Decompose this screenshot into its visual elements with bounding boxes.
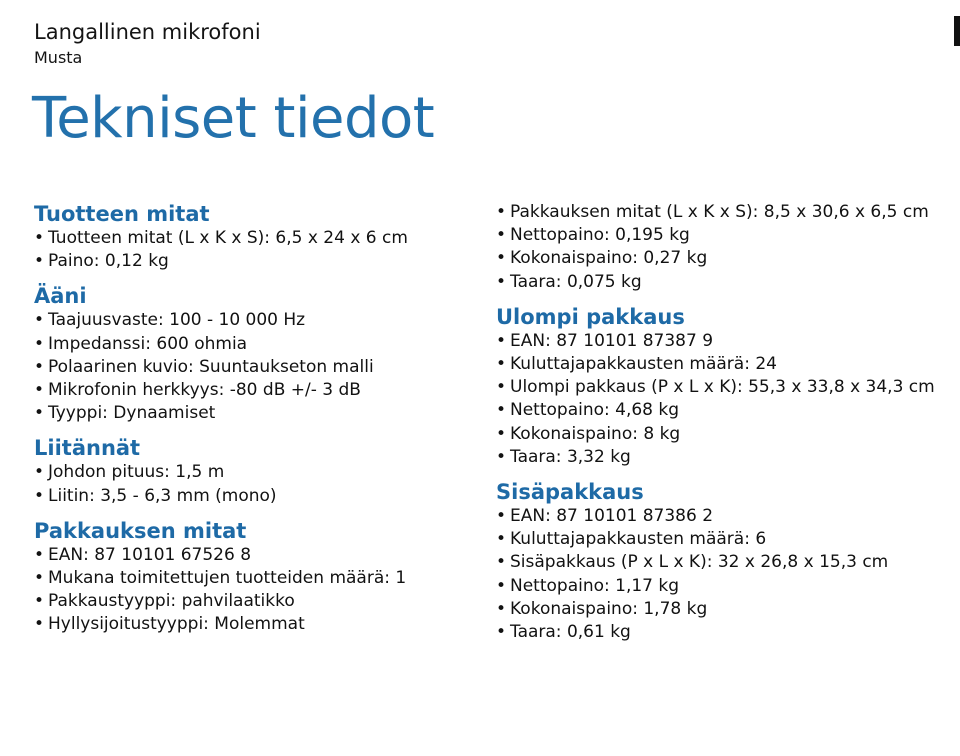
- spec-item: • EAN: 87 10101 87386 2: [496, 505, 946, 528]
- spec-item: • Taajuusvaste: 100 - 10 000 Hz: [34, 309, 474, 332]
- spec-list: [34, 227, 474, 273]
- spec-item: • EAN: 87 10101 67526 8: [34, 544, 474, 567]
- spec-column-right: [496, 201, 946, 644]
- spec-item: • Hyllysijoitustyyppi: Molemmat: [34, 613, 474, 636]
- section-aani: [34, 283, 474, 425]
- spec-item: • Kokonaispaino: 1,78 kg: [496, 598, 946, 621]
- section-ulompi-pakkaus: [496, 304, 946, 469]
- spec-item: • Impedanssi: 600 ohmia: [34, 333, 474, 356]
- section-pakkauksen-mitat: [34, 518, 474, 637]
- spec-item: • Mikrofonin herkkyys: -80 dB +/- 3 dB: [34, 379, 474, 402]
- spec-item: • Liitin: 3,5 - 6,3 mm (mono): [34, 485, 474, 508]
- spec-item: • Sisäpakkaus (P x L x K): 32 x 26,8 x 15,3 cm: [496, 551, 946, 574]
- spec-item: • Mukana toimitettujen tuotteiden määrä: 1: [34, 567, 474, 590]
- spec-item: • Taara: 0,61 kg: [496, 621, 946, 644]
- spec-item: • Nettopaino: 0,195 kg: [496, 224, 946, 247]
- spec-item: • Pakkaustyyppi: pahvilaatikko: [34, 590, 474, 613]
- spec-item: • Ulompi pakkaus (P x L x K): 55,3 x 33,8 x 34,3 cm: [496, 376, 946, 399]
- section-title: Pakkauksen mitat: [34, 518, 247, 543]
- section-title: Liitännät: [34, 436, 141, 461]
- spec-list: [496, 330, 946, 469]
- spec-item: • Kokonaispaino: 8 kg: [496, 423, 946, 446]
- spec-item: • Tyyppi: Dynaamiset: [34, 402, 474, 425]
- section-sisapakkaus: [496, 479, 946, 644]
- spec-list: [34, 544, 474, 637]
- page-edge-mark: [954, 16, 960, 46]
- spec-item: • Taara: 3,32 kg: [496, 446, 946, 469]
- spec-list: [34, 309, 474, 425]
- section-title: Ääni: [34, 284, 87, 309]
- spec-list: [496, 201, 946, 294]
- spec-list: [496, 505, 946, 644]
- spec-item: • Kuluttajapakkausten määrä: 24: [496, 353, 946, 376]
- spec-item: • Taara: 0,075 kg: [496, 271, 946, 294]
- section-liitannat: [34, 435, 474, 507]
- section-title: Ulompi pakkaus: [496, 304, 685, 329]
- spec-list: [34, 461, 474, 507]
- spec-item: • Kuluttajapakkausten määrä: 6: [496, 528, 946, 551]
- spec-item: • Kokonaispaino: 0,27 kg: [496, 247, 946, 270]
- page-title: Tekniset tiedot: [32, 86, 435, 151]
- product-variant: Musta: [34, 48, 83, 67]
- spec-item: • Nettopaino: 4,68 kg: [496, 399, 946, 422]
- spec-item: • Pakkauksen mitat (L x K x S): 8,5 x 30,6 x 6,5 cm: [496, 201, 946, 224]
- spec-item: • Polaarinen kuvio: Suuntaukseton malli: [34, 356, 474, 379]
- section-title: Sisäpakkaus: [496, 480, 644, 505]
- spec-item: • Paino: 0,12 kg: [34, 250, 474, 273]
- section-title: Tuotteen mitat: [34, 202, 210, 226]
- product-title: Langallinen mikrofoni: [34, 20, 261, 44]
- spec-item: • Nettopaino: 1,17 kg: [496, 575, 946, 598]
- spec-item: • EAN: 87 10101 87387 9: [496, 330, 946, 353]
- spec-item: • Johdon pituus: 1,5 m: [34, 461, 474, 484]
- spec-item: • Tuotteen mitat (L x K x S): 6,5 x 24 x 6 cm: [34, 227, 474, 250]
- spec-column-left: [34, 201, 474, 637]
- section-pakkauksen-mitat-continued: [496, 201, 946, 294]
- section-tuotteen-mitat: [34, 201, 474, 273]
